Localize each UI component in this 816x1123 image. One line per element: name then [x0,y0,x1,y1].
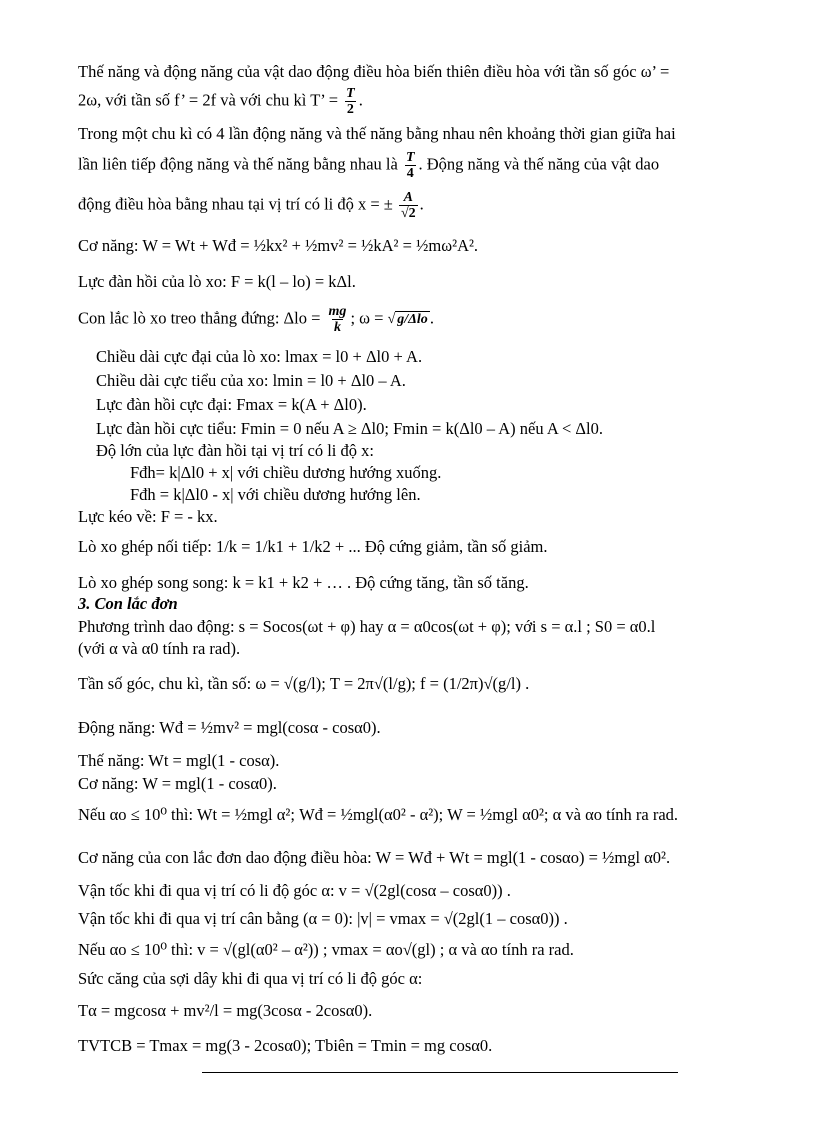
text-line: Nếu αo ≤ 10⁰ thì: v = √(gl(α0² – α²)) ; vmax = αo√(gl) ; α và αo tính ra rad. [78,940,574,959]
radicand: g/Δlo [397,311,428,327]
text-line: Cơ năng của con lắc đơn dao động điều hòa: W = Wđ + Wt = mgl(1 - cosαo) = ½mgl α0². [78,848,671,867]
text-fragment: . [358,90,363,110]
text-line: TVTCB = Tmax = mg(3 - 2cosα0); Tbiên = Tmin = mg cosα0. [78,1036,493,1055]
fraction [404,150,417,181]
text-line: Lực đàn hồi của lò xo: F = k(l – lo) = kΔl. [78,272,356,291]
text-line: Phương trình dao động: s = Socos(ωt + φ) hay α = α0cos(ωt + φ); với s = α.l ; S0 = α0.l [78,617,656,636]
fraction-numerator: mg [328,304,347,319]
fraction-denominator: 4 [406,166,414,181]
text-line [78,150,659,181]
square-root: √ g/Δlo [387,311,428,327]
text-line: Thế năng và động năng của vật dao động điều hòa biến thiên điều hòa với tần số góc ω’ = [78,62,670,81]
fraction-denominator: 2 [346,102,354,117]
fraction-numerator: T [346,86,355,101]
text-line: Lực kéo về: F = - kx. [78,507,218,526]
text-line [78,86,363,117]
text-line: Trong một chu kì có 4 lần động năng và thế năng bằng nhau nên khoảng thời gian giữa hai [78,124,676,143]
text-fragment: ; ω = [350,308,384,328]
text-line: Vận tốc khi đi qua vị trí cân bằng (α = 0): |v| = vmax = √(2gl(1 – cosα0)) . [78,909,568,928]
text-fragment: Con lắc lò xo treo thẳng đứng: Δlo = [78,308,321,328]
text-fragment: lần liên tiếp động năng và thế năng bằng nhau là [78,154,398,174]
text-fragment: 2ω, với tần số f’ = 2f và với chu kì T’ = [78,90,338,110]
fraction-denominator: √2 [400,206,416,221]
text-line [78,190,424,221]
text-line: Fđh= k|Δl0 + x| với chiều dương hướng xuống. [130,463,442,482]
fraction-denominator: k [333,320,341,335]
section-heading: 3. Con lắc đơn [78,594,178,613]
text-line: Thế năng: Wt = mgl(1 - cosα). [78,751,280,770]
text-line: Lò xo ghép song song: k = k1 + k2 + … . Độ cứng tăng, tần số tăng. [78,573,529,592]
text-line: Tần số góc, chu kì, tần số: ω = √(g/l); T = 2π√(l/g); f = (1/2π)√(g/l) . [78,674,530,693]
text-line: Độ lớn của lực đàn hồi tại vị trí có li độ x: [96,441,374,460]
fraction-numerator: T [405,150,415,165]
text-line: Cơ năng: W = mgl(1 - cosα0). [78,774,277,793]
text-line: Nếu αo ≤ 10⁰ thì: Wt = ½mgl α²; Wđ = ½mgl(α0² - α²); W = ½mgl α0²; α và αo tính ra rad. [78,805,679,824]
text-line: Cơ năng: W = Wt + Wđ = ½kx² + ½mv² = ½kA² = ½mω²A². [78,236,479,255]
text-line: Chiều dài cực đại của lò xo: lmax = l0 + Δl0 + A. [96,347,423,366]
text-line: Fđh = k|Δl0 - x| với chiều dương hướng lên. [130,485,421,504]
text-line: Sức căng của sợi dây khi đi qua vị trí có li độ góc α: [78,969,423,988]
text-fragment: động điều hòa bằng nhau tại vị trí có li độ x = ± [78,194,393,214]
text-line: Chiều dài cực tiểu của xo: lmin = l0 + Δl0 – A. [96,371,406,390]
text-line: Động năng: Wđ = ½mv² = mgl(cosα - cosα0). [78,718,381,737]
text-line: Lực đàn hồi cực tiểu: Fmin = 0 nếu A ≥ Δl0; Fmin = k(Δl0 – A) nếu A < Δl0. [96,419,603,438]
fraction-numerator: A [403,190,413,205]
text-line: (với α và α0 tính ra rad). [78,639,241,658]
text-line: Vận tốc khi đi qua vị trí có li độ góc α: v = √(2gl(cosα – cosα0)) . [78,881,511,900]
text-line: Tα = mgcosα + mv²/l = mg(3cosα - 2cosα0). [78,1001,373,1020]
text-line: Lò xo ghép nối tiếp: 1/k = 1/k1 + 1/k2 + ... Độ cứng giảm, tần số giảm. [78,537,548,556]
text-line [78,304,434,335]
text-line: Lực đàn hồi cực đại: Fmax = k(A + Δl0). [96,395,367,414]
text-fragment: . [419,194,424,214]
text-fragment: . Động năng và thế năng của vật dao [418,154,660,174]
fraction [327,304,349,335]
text-fragment: . [429,308,434,328]
fraction [344,86,357,117]
fraction [399,190,418,221]
horizontal-rule [202,1072,678,1073]
